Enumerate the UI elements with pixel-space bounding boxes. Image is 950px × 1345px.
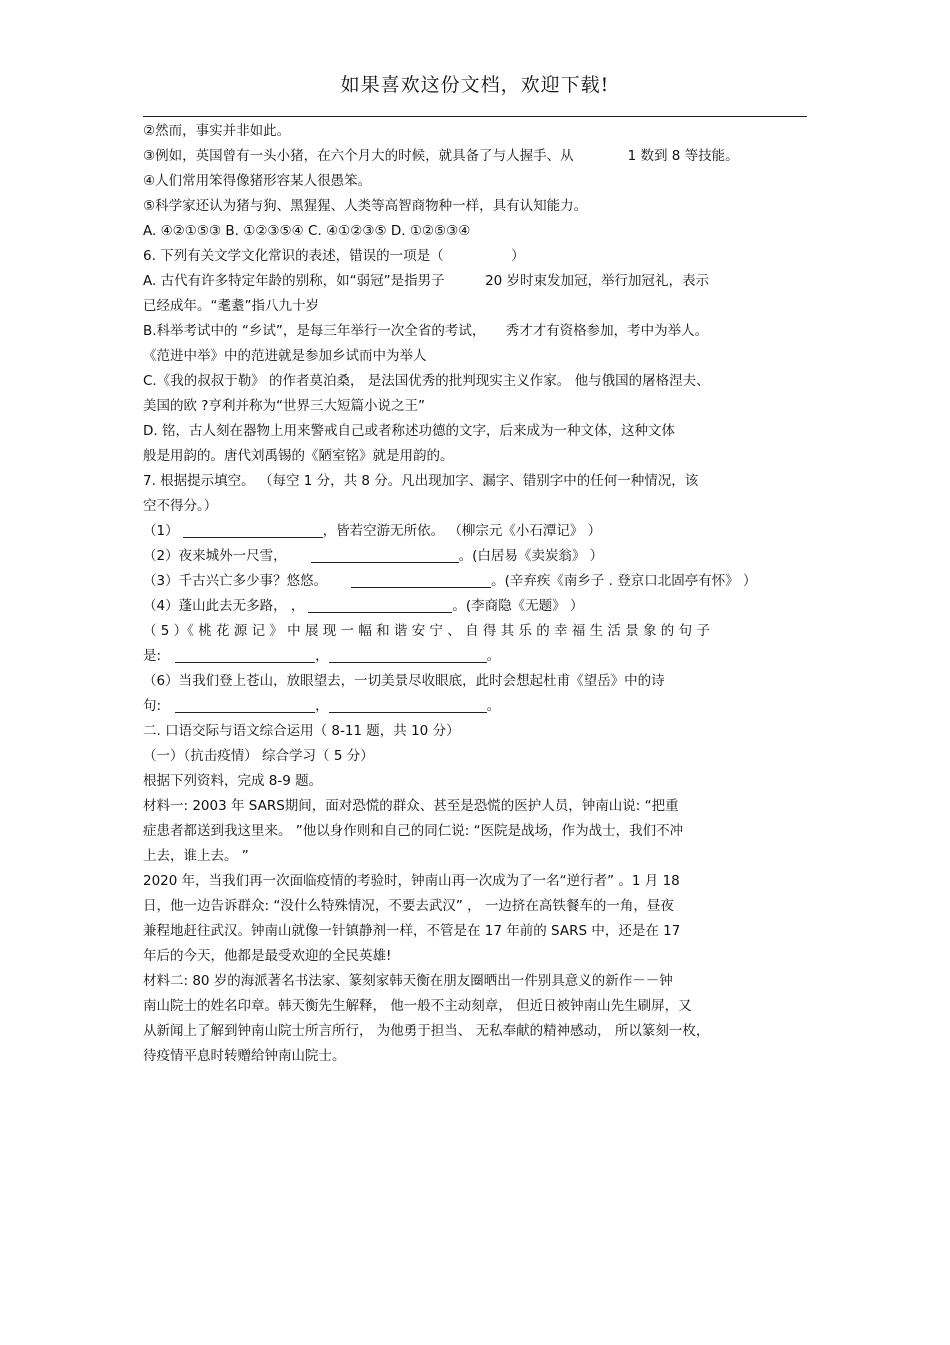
blank-separator: 。 — [486, 698, 501, 714]
text-line: 空不得分。） — [143, 498, 218, 514]
text-line: 美国的欧 ?亨利并称为“世界三大短篇小说之王” — [143, 398, 425, 414]
document-body — [143, 119, 809, 1069]
text-line: 根据下列资料，完成 8-9 题。 — [143, 773, 323, 789]
option-b: B.科举考试中的 “乡试”，是每三年举行一次全省的考试， 秀才才有资格参加，考中为举人。 — [143, 323, 709, 339]
fill-item-5: （ 5 ）《 桃 花 源 记 》 中 展 现 一 幅 和 谐 安 宁 、 自 得 其 乐 的 幸 福 生 活 景 象 的 句 子 — [143, 623, 710, 639]
fill-prefix: 是: — [143, 648, 162, 664]
material-one: 材料一: 2003 年 SARS期间，面对恐慌的群众、甚至是恐慌的医护人员，钟南山说: “把重 — [143, 798, 679, 814]
fill-text: 。(李商隐《无题》 ） — [452, 598, 584, 614]
section-heading: 二. 口语交际与语文综合运用（ 8-11 题，共 10 分） — [143, 723, 460, 739]
answer-blank[interactable] — [308, 596, 452, 613]
text-line: 上去，谁上去。 ” — [143, 848, 249, 864]
text-line: 南山院士的姓名印章。韩天衡先生解释， 他一般不主动刻章， 但近日被钟南山先生刷屏，又 — [143, 998, 692, 1014]
option-a: A. 古代有许多特定年龄的别称，如“弱冠”是指男子 20 岁时束发加冠，举行加冠礼，表示 — [143, 273, 710, 289]
question-6: 6. 下列有关文学文化常识的表述，错误的一项是（ ） — [143, 248, 525, 264]
blank-separator: ， — [315, 698, 329, 714]
text-line: 年后的今天，他都是最受欢迎的全民英雄! — [143, 948, 392, 964]
text-line: 症患者都送到我这里来。 ”他以身作则和自己的同仁说: “医院是战场，作为战士，我们不冲 — [143, 823, 684, 839]
fill-item-1 — [143, 519, 809, 544]
text-line: ④人们常用笨得像猪形容某人很愚笨。 — [143, 173, 372, 189]
blank-separator: 。 — [486, 648, 501, 664]
text-line: 日，他一边告诉群众: “没什么特殊情况，不要去武汉” ， 一边挤在高铁餐车的一角，昼夜 — [143, 898, 674, 914]
fill-item-6: （6）当我们登上苍山，放眼望去，一切美景尽收眼底，此时会想起杜甫《望岳》中的诗 — [143, 673, 665, 689]
page-title: 如果喜欢这份文档，欢迎下载! — [340, 74, 610, 96]
fill-text: （2）夜来城外一尺雪， — [143, 548, 287, 564]
fill-item-2 — [143, 544, 809, 569]
text-line: 般是用韵的。唐代刘禹锡的《陋室铭》就是用韵的。 — [143, 448, 454, 464]
text-line: 兼程地赶往武汉。钟南山就像一针镇静剂一样，不管是在 17 年前的 SARS 中，还是在 17 — [143, 923, 681, 939]
fill-item-4 — [143, 594, 809, 619]
answer-blank[interactable] — [175, 696, 315, 713]
fill-text: （4）蓬山此去无多路， ， — [143, 598, 305, 614]
question-7: 7. 根据提示填空。 （每空 1 分，共 8 分。凡出现加字、漏字、错别字中的任何一种情况，该 — [143, 473, 699, 489]
fill-number: （1） — [143, 523, 179, 539]
text-line: 已经成年。“耄耋”指八九十岁 — [143, 298, 319, 314]
answer-blank[interactable] — [311, 546, 459, 563]
answer-options: A. ④②①⑤③ B. ①②③⑤④ C. ④①②③⑤ D. ①②⑤③④ — [143, 223, 471, 239]
text-line: ②然而，事实并非如此。 — [143, 123, 291, 139]
text-line: ⑤科学家还认为猪与狗、黑猩猩、人类等高智商物种一样，具有认知能力。 — [143, 198, 588, 214]
fill-text: （3）千古兴亡多少事？悠悠。 — [143, 573, 328, 589]
text-line: 从新闻上了解到钟南山院士所言所行， 为他勇于担当、 无私奉献的精神感动， 所以篆刻一枚， — [143, 1023, 710, 1039]
text-line: 待疫情平息时转赠给钟南山院士。 — [143, 1048, 346, 1064]
material-two: 材料二: 80 岁的海派著名书法家、篆刻家韩天衡在朋友圈晒出一件别具意义的新作－－钟 — [143, 973, 673, 989]
option-d: D. 铭，古人刻在器物上用来警戒自己或者称述功德的文字，后来成为一种文体，这种文体 — [143, 423, 675, 439]
subsection-heading: （一）（抗击疫情） 综合学习（ 5 分） — [143, 748, 374, 764]
header-divider — [143, 116, 807, 117]
answer-blank[interactable] — [329, 646, 487, 663]
answer-blank[interactable] — [351, 571, 491, 588]
answer-blank[interactable] — [175, 646, 315, 663]
option-c: C.《我的叔叔于勒》 的作者莫泊桑， 是法国优秀的批判现实主义作家。 他与俄国的屠格涅夫、 — [143, 373, 710, 389]
fill-text: 。(辛弃疾《南乡子 . 登京口北固亭有怀》 ） — [491, 573, 757, 589]
fill-item-3 — [143, 569, 809, 594]
text-line: 2020 年，当我们再一次面临疫情的考验时，钟南山再一次成为了一名“逆行者” 。1 月 18 — [143, 873, 680, 889]
fill-text: ，皆若空游无所依。 （柳宗元《小石潭记》 ） — [322, 523, 602, 539]
fill-item-5-answer — [143, 644, 809, 669]
text-line: ③例如，英国曾有一头小猪，在六个月大的时候，就具备了与人握手、从 1 数到 8 等技能。 — [143, 148, 739, 164]
answer-blank[interactable] — [183, 521, 323, 538]
fill-text: 。(白居易《卖炭翁》 ） — [458, 548, 604, 564]
text-line: 《范进中举》中的范进就是参加乡试而中为举人 — [143, 348, 427, 364]
answer-blank[interactable] — [329, 696, 487, 713]
fill-item-6-answer — [143, 694, 809, 719]
fill-prefix: 句: — [143, 698, 162, 714]
blank-separator: ， — [315, 648, 329, 664]
